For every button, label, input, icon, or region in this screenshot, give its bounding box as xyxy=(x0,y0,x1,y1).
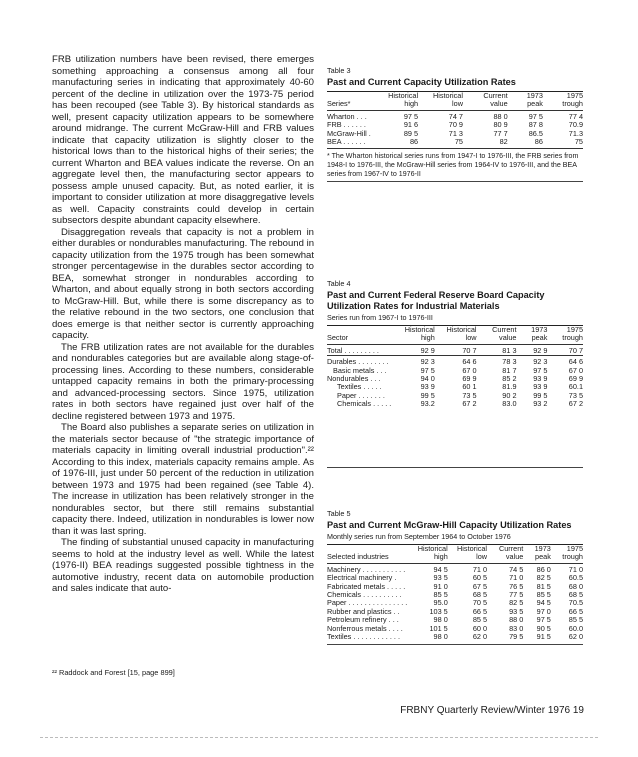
table-cell: 93 5 xyxy=(509,606,524,616)
column-header: Current value xyxy=(477,326,517,344)
table-cell: 68 5 xyxy=(568,590,583,600)
table-cell: 93 5 xyxy=(433,573,448,583)
table-cell: 82 xyxy=(499,137,508,147)
table-row xyxy=(327,633,583,641)
table-cell: 92 3 xyxy=(533,357,548,367)
table-cell: 91 5 xyxy=(536,632,551,642)
table-cell: 101 5 xyxy=(429,623,448,633)
table-cell: 71 0 xyxy=(509,573,524,583)
column-header: Historical low xyxy=(418,92,463,110)
table-cell: 80 9 xyxy=(493,120,508,130)
table-label: Table 3 xyxy=(327,66,351,75)
column-header: Historical high xyxy=(371,92,418,110)
table-cell: Basic metals . . . xyxy=(333,365,387,375)
table-cell: 87 8 xyxy=(528,120,543,130)
table-cell: 70.5 xyxy=(568,598,583,608)
table-cell: Total . . . . . . . . . xyxy=(327,344,391,355)
table-subtitle: Series run from 1967-I to 1976-III xyxy=(327,313,433,322)
table-cell: 76 5 xyxy=(509,581,524,591)
table-cell: Durables . . . . . . . . xyxy=(327,357,389,367)
table-cell: 69 9 xyxy=(462,374,477,384)
table-cell: 83 0 xyxy=(509,623,524,633)
table-label: Table 5 xyxy=(327,509,351,518)
table-cell: 64 6 xyxy=(462,357,477,367)
table-cell: 67 5 xyxy=(472,581,488,591)
table-cell: 95.0 xyxy=(433,598,448,608)
data-table xyxy=(327,545,583,641)
column-header: Current value xyxy=(487,545,523,563)
table-cell: Nondurables . . . xyxy=(327,374,381,384)
page-folio: FRBNY Quarterly Review/Winter 1976 19 xyxy=(400,705,584,716)
table-cell: 67 0 xyxy=(568,365,583,375)
table-title: Past and Current Federal Reserve Board Capacity Utilization Rates for Industrial Materials xyxy=(327,290,545,311)
table-cell: 66 5 xyxy=(472,606,488,616)
table-cell: 85 5 xyxy=(472,615,488,625)
table-cell: Machinery . . . . . . . . . . . xyxy=(327,564,406,574)
table-cell: 71 0 xyxy=(568,564,583,574)
table-5 xyxy=(327,509,583,645)
table-cell: Textiles . . . . . xyxy=(337,382,382,392)
table-cell: 62 0 xyxy=(472,632,488,642)
table-cell: 82 5 xyxy=(536,573,551,583)
paragraph-2: Disaggregation reveals that capacity is not a problem in either durables or nondurables manufacturing. The rebound in capacity utilization from the 1975 trough has been somewhat stronger percentagewise in the durables sector according to BEA, somewhat stronger in nondurables according to Wharton, and about equally strong in both sectors according to McGraw-Hill. But, while there is some discrepancy as to the relative rebound in the two sectors, one conclusion that does emerge is that neither sector is currently approaching capacity. xyxy=(52,226,315,341)
table-cell: 73 5 xyxy=(462,390,477,400)
table-cell: 94 0 xyxy=(420,374,435,384)
table-cell: 93 2 xyxy=(533,399,548,409)
table-cell: Textiles . . . . . . . . . . . . xyxy=(327,632,400,642)
table-title: Past and Current Capacity Utilization Rates xyxy=(327,77,516,87)
table-cell: 88 0 xyxy=(493,111,508,121)
table-cell: Petroleum refinery . . . xyxy=(327,615,399,625)
table-cell: 71 3 xyxy=(448,128,463,138)
table-cell: 75 xyxy=(454,137,463,147)
table-cell: FRB . . . . . . xyxy=(327,120,366,130)
table-cell: 69 9 xyxy=(568,374,583,384)
table-cell: 98 0 xyxy=(433,632,448,642)
table-3 xyxy=(327,66,583,182)
table-cell: 60.0 xyxy=(568,623,583,633)
table-cell: 88 0 xyxy=(509,615,524,625)
table-cell: 77 7 xyxy=(493,128,508,138)
table-title: Past and Current McGraw-Hill Capacity Utilization Rates xyxy=(327,520,572,530)
column-header: Historical low xyxy=(448,545,487,563)
table-cell: Fabricated metals . . . . . xyxy=(327,581,406,591)
table-cell: 81 3 xyxy=(477,344,517,355)
table-cell: 92 9 xyxy=(391,344,434,355)
paragraph-5: The finding of substantial unused capacity in manufacturing seems to hold at the industry level as well. While the latest (1976-II) BEA readings suggested possible tightness in the automotive industry, recent data on automobile production and sales indicate that auto- xyxy=(52,537,314,594)
table-cell: 85 5 xyxy=(536,590,551,600)
table-cell: 93 9 xyxy=(533,374,548,384)
table-cell: 68 5 xyxy=(472,590,488,600)
table-cell: 99 5 xyxy=(533,390,548,400)
column-header: Sector xyxy=(327,326,391,344)
table-cell: Paper . . . . . . . xyxy=(337,390,385,400)
table-cell: 91 0 xyxy=(433,581,448,591)
column-header: 1973 peak xyxy=(523,545,551,563)
table-cell: Electrical machinery . xyxy=(327,573,397,583)
table-cell: 98 0 xyxy=(433,615,448,625)
table-cell: 81 5 xyxy=(536,581,551,591)
table-cell: 86 xyxy=(409,137,419,147)
table-cell: Nonferrous metals . . . . xyxy=(327,623,403,633)
table-cell: 85 5 xyxy=(568,615,583,625)
table-cell: 97 5 xyxy=(420,365,435,375)
column-header: Historical high xyxy=(391,326,434,344)
table-row-total xyxy=(327,344,583,355)
table-cell: 67 0 xyxy=(462,365,477,375)
column-header: 1975 trough xyxy=(551,545,583,563)
table-cell: BEA . . . . . . xyxy=(327,137,366,147)
table-cell: 92 3 xyxy=(420,357,435,367)
table-cell: 60 5 xyxy=(472,573,488,583)
table-cell: 70.9 xyxy=(568,120,583,130)
table-end-rule xyxy=(327,467,583,468)
table-cell: 85 5 xyxy=(433,590,448,600)
table-cell: 97 0 xyxy=(536,606,551,616)
column-header: 1973 peak xyxy=(508,92,543,110)
column-header: Historical low xyxy=(435,326,477,344)
table-cell: 85 2 xyxy=(502,374,517,384)
column-header: Current value xyxy=(463,92,508,110)
table-note: * The Wharton historical series runs from 1947-I to 1976-III, the FRB series from 1948-I to 1976-III, the McGraw-Hill series from 1964-IV to 1976-III, and the BEA series from 1967-IV to 1976-II xyxy=(327,152,579,178)
table-cell: 67 2 xyxy=(462,399,477,409)
table-cell: 70 5 xyxy=(472,598,488,608)
table-cell: Wharton . . . xyxy=(327,111,367,121)
table-cell: 71.3 xyxy=(568,128,583,138)
table-cell: Paper . . . . . . . . . . . . . . . xyxy=(327,598,408,608)
column-header: 1975 trough xyxy=(547,326,583,344)
footnote: ²² Raddock and Forest [15, page 899] xyxy=(52,668,175,677)
table-cell: 93 9 xyxy=(420,382,435,392)
table-cell: 93 9 xyxy=(533,382,548,392)
table-cell: 97 5 xyxy=(536,615,551,625)
table-cell: 73 5 xyxy=(568,390,583,400)
paragraph-4: The Board also publishes a separate series on utilization in the materials sector because of "the strategic importance of materials capacity in limiting overall industrial production".²² According to this index, materials capacity remains ample. As of 1976-III, just under 50 percent of the reduction in utilization between 1973 and 1975 had been regained (see Table 4). The increase in utilization has been relatively stronger in the nondurables sector, but there still remains substantial capacity there. Indeed, utilization in nondurables is lower now than it was last spring. xyxy=(52,422,314,537)
article-text xyxy=(52,54,314,595)
table-cell: 97 5 xyxy=(528,111,543,121)
table-cell: 94 5 xyxy=(433,564,448,574)
table-cell: 94 5 xyxy=(536,598,551,608)
table-cell: 60 1 xyxy=(462,382,477,392)
table-row xyxy=(327,356,583,367)
table-cell: 78 3 xyxy=(502,357,517,367)
table-cell: 90 2 xyxy=(502,390,517,400)
table-cell: 91 6 xyxy=(403,120,419,130)
table-4 xyxy=(327,279,583,468)
table-cell: 60 0 xyxy=(472,623,488,633)
paragraph-1: FRB utilization numbers have been revised, there emerges something approaching a consensus among all four manufacturing series in indicating that approximately 40-60 percent of the decline in utilization over the 1973-75 period has been recouped (see Table 3). By historical standards as well, present capacity utilization appears to be somewhere around midrange. The current McGraw-Hill and FRB values indicate that capacity utilization is slightly closer to the historical lows than to the historical highs of their series; the current Wharton and BEA values indicate the reverse. On an aggregate level then, the manufacturing sector appears to possess ample unused capacity. But, as noted earlier, it is important to consider utilization at more disaggregative levels as well. Capacity constraints could develop in certain subsectors despite abundant capacity elsewhere. xyxy=(52,54,314,226)
table-cell: 64 6 xyxy=(568,357,583,367)
table-cell: 79 5 xyxy=(509,632,524,642)
table-cell: 103 5 xyxy=(429,606,448,616)
table-cell: 74 5 xyxy=(509,564,524,574)
table-cell: 66 5 xyxy=(568,606,583,616)
data-table xyxy=(327,326,583,409)
paragraph-3: The FRB utilization rates are not available for the durables and nondurables categories but are available along stage-of-processing lines. According to these numbers, considerable untapped capacity remains in both the primary-processing and advanced-processing sectors. Since 1975, utilization rates in both sectors have regained just over half of the decline registered between 1973 and 1975. xyxy=(52,341,314,422)
table-cell: 97 5 xyxy=(403,111,419,121)
table-cell: 82 5 xyxy=(509,598,524,608)
table-cell: 92 9 xyxy=(517,344,548,355)
column-header: Series* xyxy=(327,92,371,110)
table-cell: 62 0 xyxy=(568,632,583,642)
table-cell: 81 7 xyxy=(502,365,517,375)
table-cell: 68 0 xyxy=(568,581,583,591)
table-cell: 89 5 xyxy=(403,128,419,138)
table-cell: 77 5 xyxy=(509,590,524,600)
table-cell: 99 5 xyxy=(420,390,435,400)
table-cell: 70 9 xyxy=(448,120,463,130)
table-cell: 71 0 xyxy=(472,564,488,574)
table-end-rule xyxy=(327,181,583,182)
table-cell: 86 0 xyxy=(536,564,551,574)
table-cell: 67 2 xyxy=(568,399,583,409)
table-cell: Chemicals . . . . . xyxy=(337,399,392,409)
table-end-rule xyxy=(327,644,583,645)
table-cell: 77 4 xyxy=(568,111,583,121)
bottom-rule xyxy=(40,737,598,738)
table-cell: 83.0 xyxy=(502,399,517,409)
table-cell: 60.5 xyxy=(568,573,583,583)
table-row xyxy=(327,400,583,408)
column-header: Selected industries xyxy=(327,545,407,563)
table-cell: 81.9 xyxy=(502,382,517,392)
table-cell: 86.5 xyxy=(528,128,543,138)
table-cell: Rubber and plastics . . xyxy=(327,606,400,616)
table-cell: 86 xyxy=(534,137,543,147)
table-label: Table 4 xyxy=(327,279,351,288)
table-cell: Chemicals . . . . . . . . . . xyxy=(327,590,402,600)
column-header: Historical high xyxy=(407,545,447,563)
column-header: 1973 peak xyxy=(517,326,548,344)
table-cell: 60.1 xyxy=(568,382,583,392)
table-cell: 74 7 xyxy=(448,111,463,121)
table-cell: 93.2 xyxy=(420,399,435,409)
table-cell: 97 5 xyxy=(533,365,548,375)
table-cell: McGraw-Hill . xyxy=(327,128,371,138)
table-cell: 70 7 xyxy=(435,344,477,355)
data-table xyxy=(327,92,583,146)
column-header: 1975 trough xyxy=(543,92,583,110)
table-cell: 75 xyxy=(574,137,583,147)
table-subtitle: Monthly series run from September 1964 to October 1976 xyxy=(327,532,511,541)
table-cell: 70 7 xyxy=(547,344,583,355)
table-row xyxy=(327,138,583,146)
table-cell: 90 5 xyxy=(536,623,551,633)
